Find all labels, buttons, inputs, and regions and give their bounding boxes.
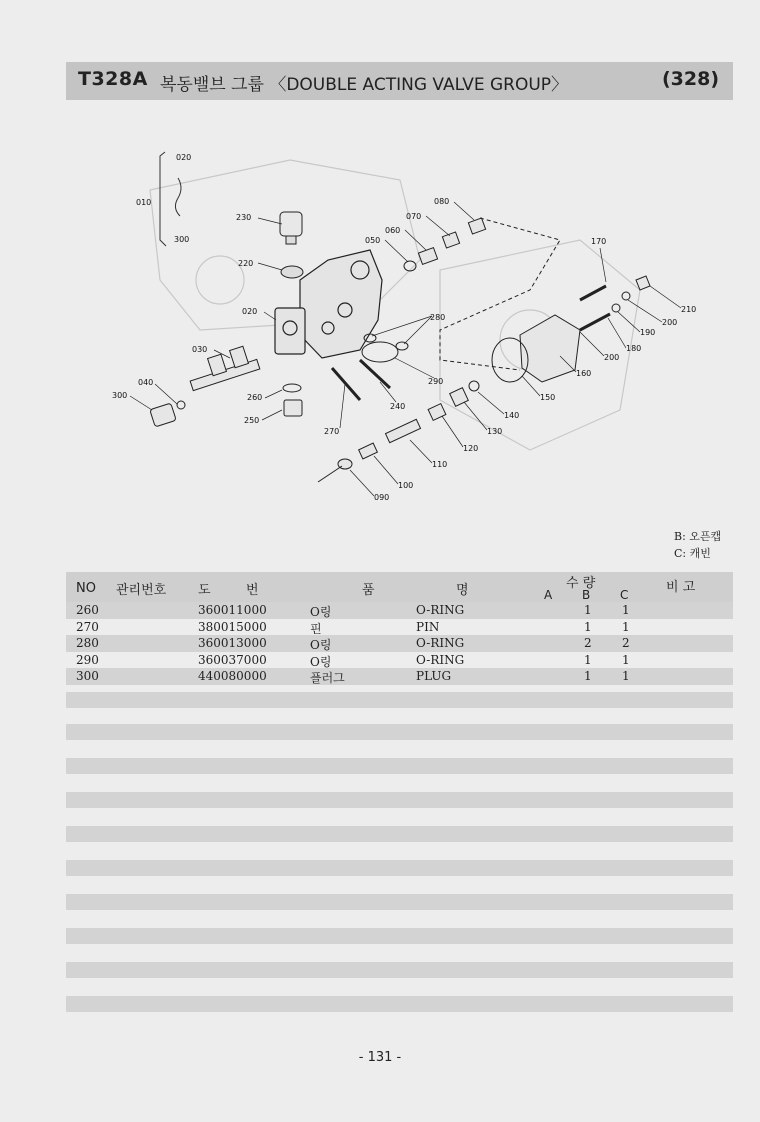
svg-text:190: 190 xyxy=(640,328,656,337)
row-qty-c: 2 xyxy=(622,636,630,650)
row-no: 300 xyxy=(76,669,99,683)
svg-text:220: 220 xyxy=(238,259,254,268)
svg-text:270: 270 xyxy=(324,427,340,436)
svg-text:150: 150 xyxy=(540,393,556,402)
row-name-english: O-RING xyxy=(416,636,465,650)
header-drawing-1: 도 xyxy=(198,583,211,598)
row-name-english: PIN xyxy=(416,619,440,634)
svg-text:280: 280 xyxy=(430,313,446,322)
svg-text:130: 130 xyxy=(487,427,503,436)
svg-text:060: 060 xyxy=(385,226,401,235)
header-no: NO xyxy=(76,581,96,596)
header-name-1: 품 xyxy=(362,583,375,598)
row-drawing-number: 440080000 xyxy=(198,669,267,683)
row-no: 290 xyxy=(76,652,99,667)
header-qty-b: B xyxy=(582,588,591,602)
legend-b: B: 오픈캡 xyxy=(674,530,722,543)
row-drawing-number: 360037000 xyxy=(198,652,267,667)
header-qty-c: C xyxy=(620,588,629,602)
table-row xyxy=(66,668,733,685)
svg-text:300: 300 xyxy=(112,391,128,400)
table-row xyxy=(66,619,733,636)
empty-row-stripe xyxy=(66,692,733,708)
row-drawing-number: 360013000 xyxy=(198,636,267,650)
svg-text:290: 290 xyxy=(428,377,444,386)
row-name-english: O-RING xyxy=(416,603,465,617)
row-no: 280 xyxy=(76,636,99,650)
row-qty-c: 1 xyxy=(622,652,630,667)
svg-text:240: 240 xyxy=(390,402,406,411)
row-qty-c: 1 xyxy=(622,603,630,617)
svg-text:250: 250 xyxy=(244,416,260,425)
svg-text:110: 110 xyxy=(432,460,448,469)
empty-row-stripe xyxy=(66,996,733,1012)
row-drawing-number: 380015000 xyxy=(198,619,267,634)
svg-text:170: 170 xyxy=(591,237,607,246)
svg-text:050: 050 xyxy=(365,236,381,245)
svg-text:030: 030 xyxy=(192,345,208,354)
row-drawing-number: 360011000 xyxy=(198,603,267,617)
page-reference: (328) xyxy=(661,68,719,90)
svg-text:300: 300 xyxy=(174,235,190,244)
svg-text:080: 080 xyxy=(434,197,450,206)
svg-text:090: 090 xyxy=(374,493,390,502)
empty-row-stripe xyxy=(66,792,733,808)
table-row xyxy=(66,602,733,619)
header-drawing-2: 번 xyxy=(246,583,259,598)
header-remark: 비 고 xyxy=(666,580,696,595)
row-qty-b: 1 xyxy=(584,619,592,634)
svg-text:120: 120 xyxy=(463,444,479,453)
svg-text:020: 020 xyxy=(242,307,258,316)
section-title: 복동밸브 그룹 〈DOUBLE ACTING VALVE GROUP〉 xyxy=(160,75,569,95)
header-name-2: 명 xyxy=(456,583,469,598)
row-qty-b: 1 xyxy=(584,669,592,683)
row-name-korean: 핀 xyxy=(310,621,322,636)
header-management-number: 관리번호 xyxy=(116,583,167,598)
row-qty-b: 1 xyxy=(584,603,592,617)
svg-text:260: 260 xyxy=(247,393,263,402)
table-row xyxy=(66,652,733,669)
empty-row-stripe xyxy=(66,860,733,876)
header-qty-a: A xyxy=(544,588,553,602)
row-name-english: O-RING xyxy=(416,652,465,667)
exploded-parts-diagram xyxy=(60,120,740,520)
svg-text:140: 140 xyxy=(504,411,520,420)
svg-text:010: 010 xyxy=(136,198,152,207)
row-name-korean: 플러그 xyxy=(310,671,345,685)
row-name-english: PLUG xyxy=(416,669,452,683)
parts-table xyxy=(66,572,733,685)
empty-row-stripe xyxy=(66,826,733,842)
svg-text:070: 070 xyxy=(406,212,422,221)
svg-text:210: 210 xyxy=(681,305,697,314)
row-qty-b: 2 xyxy=(584,636,592,650)
row-name-korean: O링 xyxy=(310,654,332,669)
svg-text:200: 200 xyxy=(604,353,620,362)
svg-text:020: 020 xyxy=(176,153,192,162)
row-qty-c: 1 xyxy=(622,669,630,683)
row-qty-b: 1 xyxy=(584,652,592,667)
svg-text:200: 200 xyxy=(662,318,678,327)
svg-text:160: 160 xyxy=(576,369,592,378)
row-name-korean: O링 xyxy=(310,638,332,652)
table-header xyxy=(66,572,733,602)
section-code: T328A xyxy=(78,68,148,90)
row-qty-c: 1 xyxy=(622,619,630,634)
row-name-korean: O링 xyxy=(310,605,332,619)
svg-text:230: 230 xyxy=(236,213,252,222)
header-bar xyxy=(66,62,733,100)
table-row xyxy=(66,635,733,652)
empty-row-stripe xyxy=(66,928,733,944)
page-number: - 131 - xyxy=(358,1050,402,1065)
empty-row-stripe xyxy=(66,758,733,774)
empty-row-stripe xyxy=(66,724,733,740)
empty-row-stripe xyxy=(66,894,733,910)
row-no: 270 xyxy=(76,619,99,634)
row-no: 260 xyxy=(76,603,99,617)
svg-text:180: 180 xyxy=(626,344,642,353)
svg-text:100: 100 xyxy=(398,481,414,490)
legend-c: C: 캐빈 xyxy=(674,547,711,560)
header-quantity: 수 량 xyxy=(566,576,596,591)
svg-text:040: 040 xyxy=(138,378,154,387)
empty-row-stripe xyxy=(66,962,733,978)
